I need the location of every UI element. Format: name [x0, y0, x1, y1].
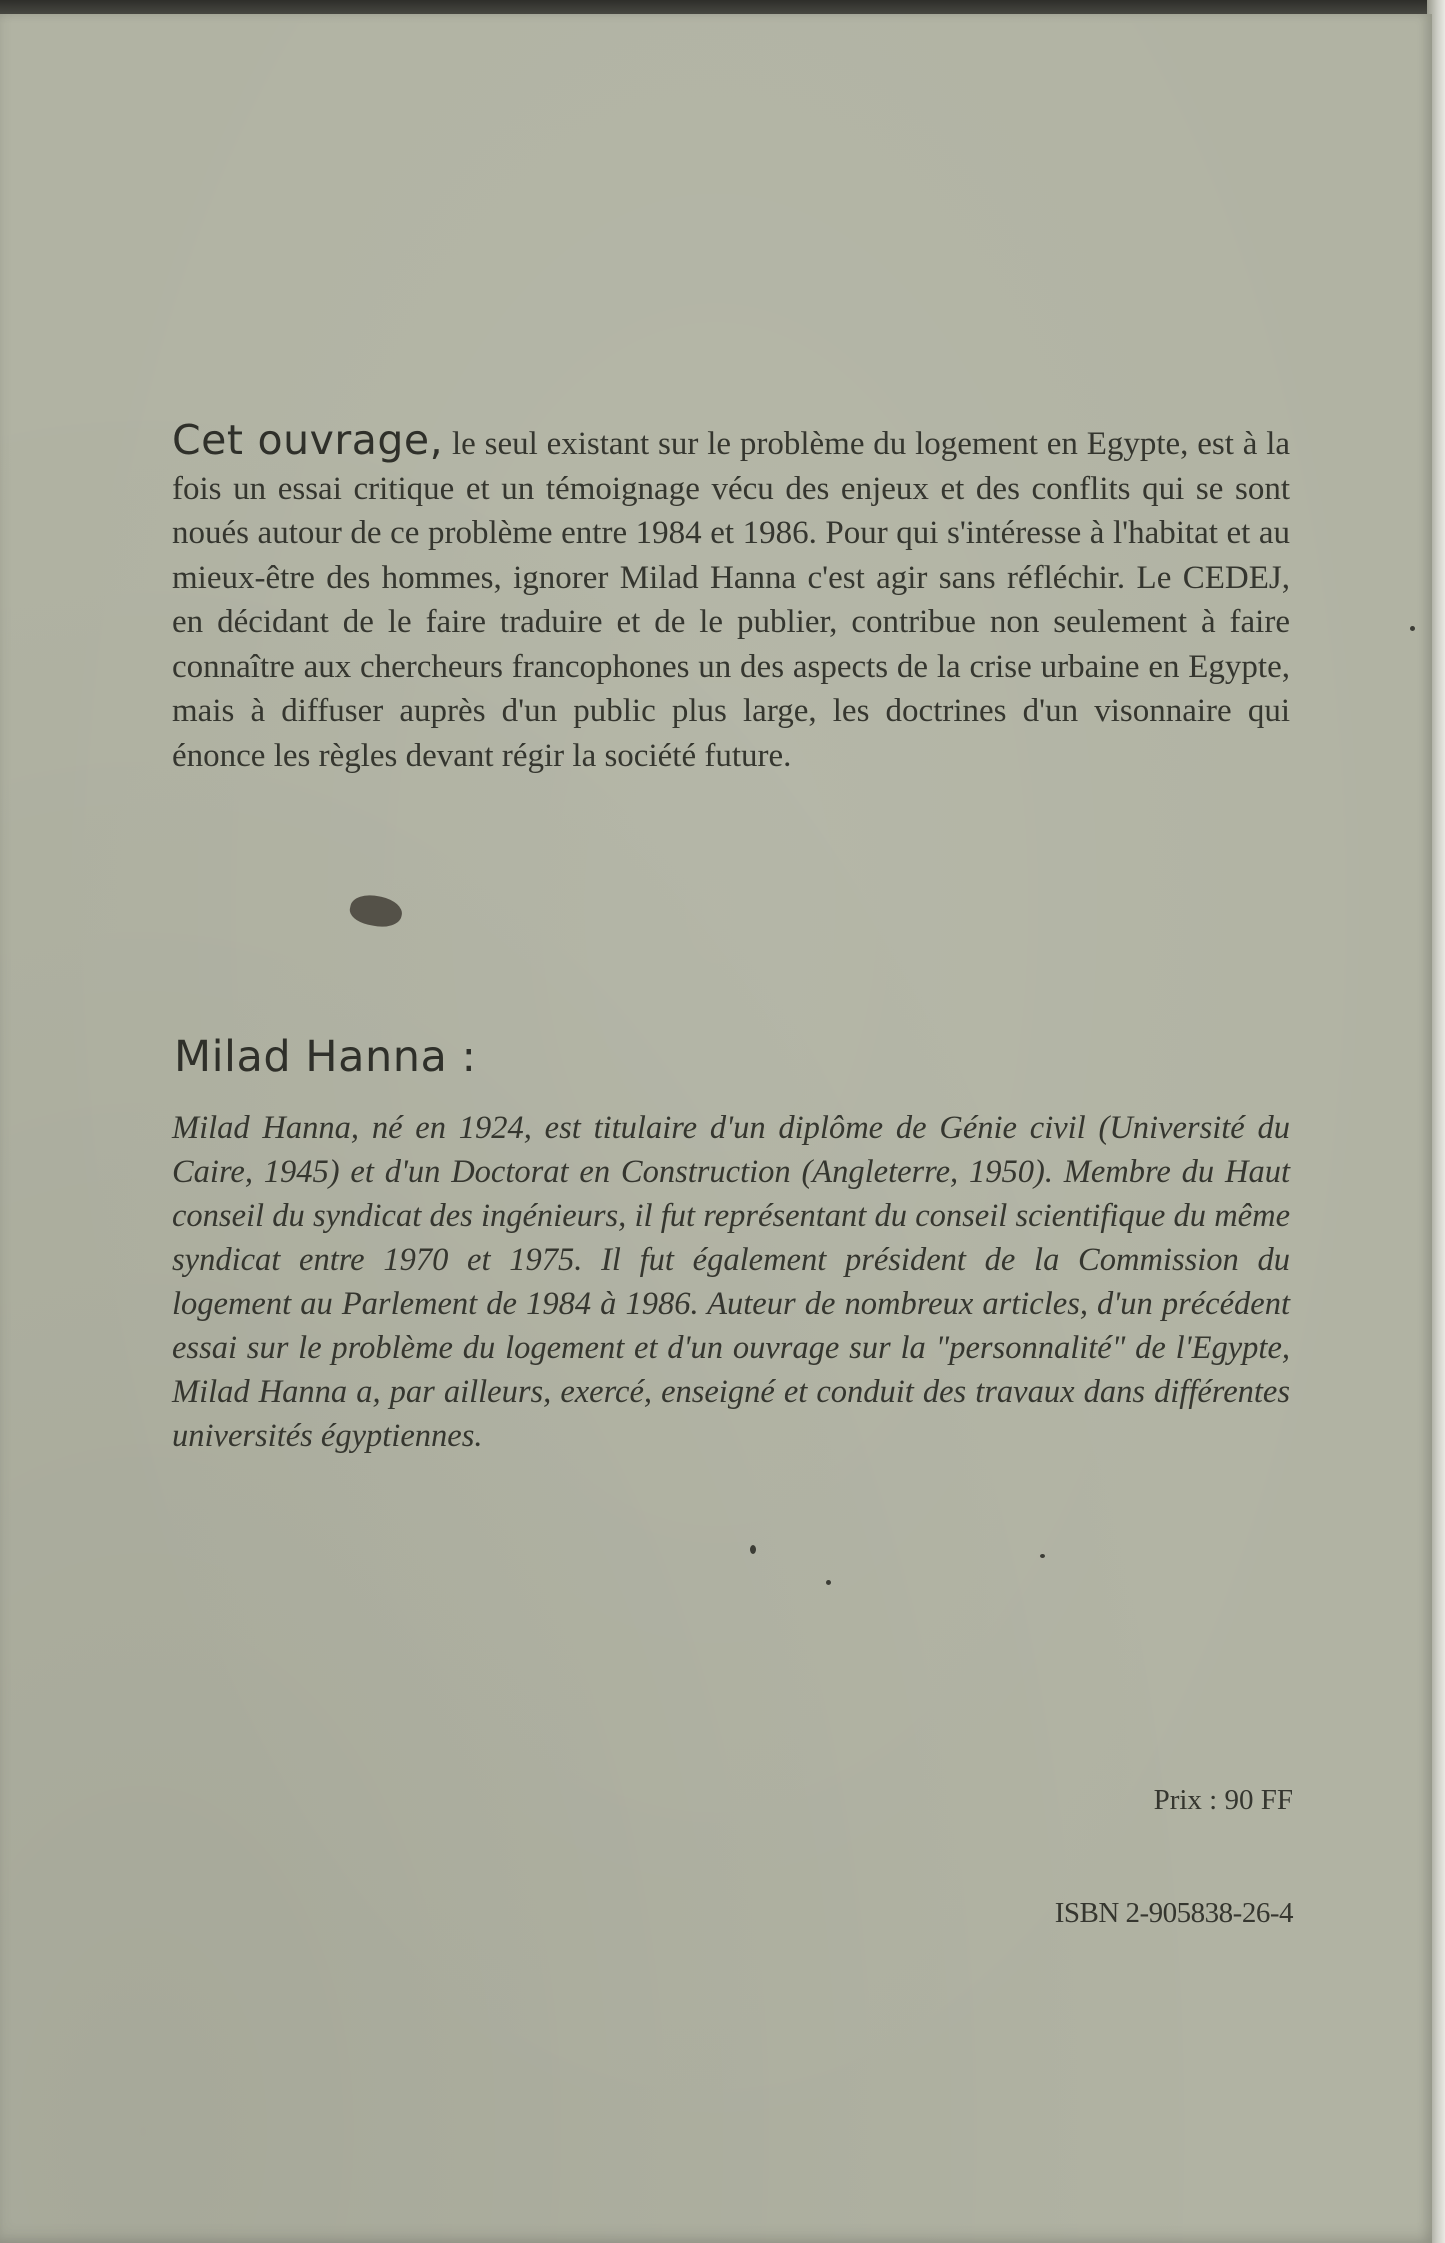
paper-speck	[826, 1580, 831, 1585]
blurb-text: le seul existant sur le problème du logement en Egypte, est à la fois un essai critique et un témoignage vécu des enjeux et des conflits qui se sont noués autour de ce problème entre 1984 et 1986. Pour qui s'intéresse à l'habitat et au mieux-être des hommes, ignorer Milad Hanna c'est agir sans réfléchir. Le CEDEJ, en décidant de le faire traduire et de le publier, contribue non seulement à faire connaître aux chercheurs francophones un des aspects de la crise urbaine en Egypte, mais à diffuser auprès d'un public plus large, les doctrines d'un visonnaire qui énonce les règles devant régir la société future.	[172, 426, 1291, 774]
cover-blurb	[172, 418, 1290, 778]
paper-speck	[1040, 1554, 1045, 1558]
paper-speck	[1410, 626, 1415, 631]
author-heading: Milad Hanna :	[174, 1032, 477, 1082]
blurb-lead: Cet ouvrage,	[172, 416, 444, 464]
price-label: Prix : 90 FF	[1153, 1784, 1293, 1816]
author-bio: Milad Hanna, né en 1924, est titulaire d'un diplôme de Génie civil (Université du Caire, 1945) et d'un Doctorat en Construction (Angleterre, 1950). Membre du Haut conseil du syndicat des ingénieurs, il fut représentant du conseil scientifique du même syndicat entre 1970 et 1975. Il fut également président de la Commission du logement au Parlement de 1984 à 1986. Auteur de nombreux articles, d'un précédent essai sur le problème du logement et d'un ouvrage sur la "personnalité" de l'Egypte, Milad Hanna a, par ailleurs, exercé, enseigné et conduit des travaux dans différentes universités égyptiennes.	[172, 1110, 1290, 1454]
paper-speck	[750, 1545, 756, 1554]
isbn-label: ISBN 2-905838-26-4	[1054, 1897, 1293, 1929]
